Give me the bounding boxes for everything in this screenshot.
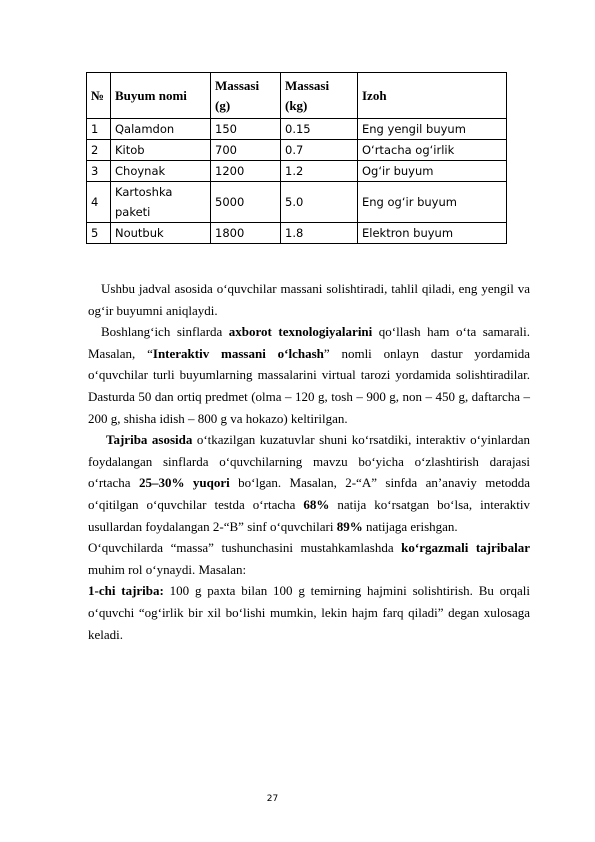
bold-phrase: 1-chi tajriba: [88,583,164,599]
header-mass-kg [281,73,358,119]
header-number: № [87,73,111,119]
cell-note: O‘rtacha og‘irlik [358,140,507,161]
cell-item-name [111,182,211,223]
paragraph-text: natija ko‘rsatgan bo‘lsa, interaktiv usullardan foydalangan 2-“B” sinf o‘quvchilari [88,496,530,534]
header-mass-kg-line2: (kg) [285,97,308,113]
paragraph-text: bo‘lgan. Masalan, 2-“A” sinfda an’anaviy metodda o‘qitilgan o‘quvchilar testda o‘rtacha [88,475,530,512]
cell-mass-g: 700 [211,140,281,161]
cell-mass-kg: 1.2 [281,161,358,182]
cell-number: 2 [87,140,111,161]
table-header-row [87,73,507,119]
body-text [88,278,530,645]
cell-mass-g: 5000 [211,182,281,223]
paragraph-visual-experiments [88,537,530,580]
cell-number: 3 [87,161,111,182]
paragraph-it-usage [88,321,530,429]
bold-phrase: Tajriba asosida [106,432,193,448]
paragraph-text: o‘tkazilgan kuzatuvlar shuni ko‘rsatdiki, interaktiv o‘yinlardan foydalangan sinflarda o‘quvchilarning mavzu bo‘yicha o‘zlashtirish darajasi o‘rtacha [88,432,530,491]
cell-note: Og‘ir buyum [358,161,507,182]
header-mass-g [211,73,281,119]
bold-percent: 68% [303,496,330,512]
paragraph-table-summary [88,278,530,321]
cell-note: Eng og‘ir buyum [358,182,507,223]
header-mass-kg-line1: Massasi [285,77,330,93]
cell-number: 5 [87,223,111,244]
paragraph-text: O‘quvchilarda “massa” tushunchasini mustahkamlashda [88,540,402,556]
cell-item-name: Noutbuk [111,223,211,244]
table-row [87,161,507,182]
bold-phrase: ko‘rgazmali tajribalar [401,540,530,556]
cell-item-name-line1: Kartoshka [115,185,173,199]
cell-item-name-line2: paketi [115,205,151,219]
cell-mass-g: 150 [211,119,281,140]
paragraph-first-experiment [88,580,530,645]
cell-number: 1 [87,119,111,140]
program-name: Interaktiv massani o‘lchash [152,345,324,361]
cell-mass-g: 1800 [211,223,281,244]
table-row [87,182,507,223]
cell-mass-kg: 0.7 [281,140,358,161]
page-number: 27 [266,794,279,804]
mass-comparison-table [86,72,507,244]
header-note: Izoh [358,73,507,119]
cell-note: Eng yengil buyum [358,119,507,140]
table-row [87,223,507,244]
header-mass-g-line1: Massasi [215,77,260,93]
cell-number: 4 [87,182,111,223]
table-row [87,140,507,161]
cell-mass-g: 1200 [211,161,281,182]
cell-mass-kg: 1.8 [281,223,358,244]
paragraph-experiment-results [88,429,530,537]
cell-item-name: Choynak [111,161,211,182]
header-mass-g-line2: (g) [215,97,231,113]
bold-phrase: axborot texnologiyalarini [228,324,373,340]
paragraph-text: Boshlang‘ich sinflarda [101,324,229,340]
bold-percent: 89% [336,518,363,534]
paragraph-text: qo‘llash ham o‘ta samarali. Masalan, “ [88,324,531,361]
paragraph-text: muhim rol o‘ynaydi. Masalan: [88,561,247,577]
bold-percent: 25–30% yuqori [139,475,230,491]
paragraph-text: Ushbu jadval asosida o‘quvchilar massani solishtiradi, tahlil qiladi, eng yengil va og‘ir buyumni aniqlaydi. [88,281,530,318]
cell-item-name: Qalamdon [111,119,211,140]
cell-item-name: Kitob [111,140,211,161]
paragraph-text: ” nomli onlayn dastur yordamida o‘quvchilar turli buyumlarning massalarini virtual tarozi yordamida solishtiradilar. Dasturda 50 dan ortiq predmet (olma – 120 g, tosh – 900 g, non – 450 g, daftarcha – 200 g, shisha idish – 800 g va hokazo) keltirilgan. [88,345,530,426]
header-item-name: Buyum nomi [111,73,211,119]
cell-mass-kg: 5.0 [281,182,358,223]
paragraph-text: natijaga erishgan. [362,518,458,534]
table-row [87,119,507,140]
cell-note: Elektron buyum [358,223,507,244]
paragraph-text: 100 g paxta bilan 100 g temirning hajmini solishtirish. Bu orqali o‘quvchi “og‘irlik bir xil bo‘lishi mumkin, lekin hajm farq qiladi” degan xulosaga keladi. [88,583,531,642]
cell-mass-kg: 0.15 [281,119,358,140]
